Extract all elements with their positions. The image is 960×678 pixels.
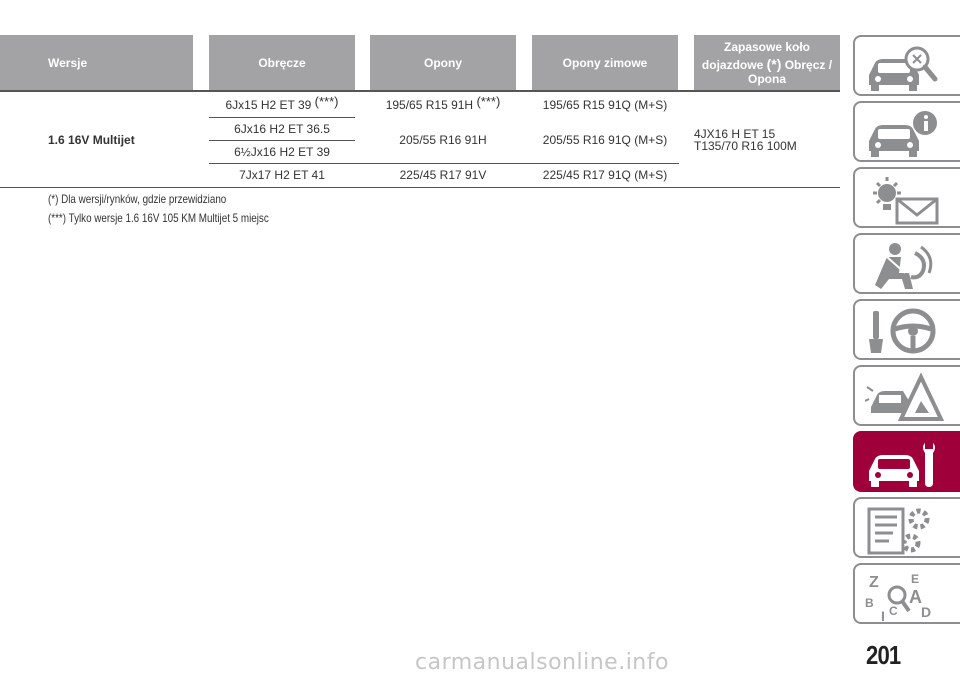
page-number: 201 bbox=[866, 640, 901, 670]
footnote-2: (***) Tylko wersje 1.6 16V 105 KM Multijet 5 miejsc bbox=[48, 211, 269, 225]
spare-line-1: 4JX16 H ET 15 bbox=[694, 126, 776, 141]
header-opony-zimowe: Opony zimowe bbox=[532, 35, 678, 90]
tab-breakdown[interactable] bbox=[853, 365, 960, 426]
alphabet-index-icon bbox=[865, 569, 945, 623]
specs-gear-icon bbox=[865, 503, 945, 557]
car-service-icon bbox=[865, 437, 945, 491]
rim-cell-3: 6½Jx16 H2 ET 39 bbox=[234, 144, 330, 159]
rim-1-note: (***) bbox=[314, 94, 339, 109]
svg-text:C: C bbox=[889, 604, 898, 618]
car-info-icon bbox=[865, 107, 945, 161]
svg-text:A: A bbox=[909, 587, 922, 607]
header-zapasowe bbox=[694, 35, 840, 90]
spare-line-2: T135/70 R16 100M bbox=[694, 138, 797, 153]
winter-cell-merged: 205/55 R16 91Q (M+S) bbox=[542, 133, 668, 147]
tyre-cell-1 bbox=[370, 92, 516, 117]
warning-lights-icon bbox=[865, 173, 945, 227]
rim-cell-4: 7Jx17 H2 ET 41 bbox=[239, 168, 325, 182]
winter-cell-1: 195/65 R15 91Q (M+S) bbox=[542, 97, 668, 112]
header-wersje: Wersje bbox=[0, 35, 193, 90]
svg-text:E: E bbox=[911, 572, 920, 586]
tab-steering-key[interactable] bbox=[853, 299, 960, 360]
tyre-cell-merged: 205/55 R16 91H bbox=[399, 133, 487, 147]
rim-cell-1 bbox=[209, 92, 355, 117]
winter-cell-4: 225/45 R17 91Q (M+S) bbox=[542, 168, 668, 182]
svg-text:Z: Z bbox=[869, 574, 879, 591]
header-zapas-line1: Zapasowe koło bbox=[723, 39, 811, 54]
tab-seat-airbag[interactable] bbox=[853, 233, 960, 294]
tab-alphabet-index[interactable] bbox=[853, 563, 960, 624]
tab-car-service[interactable] bbox=[853, 431, 960, 492]
version-cell: 1.6 16V Multijet bbox=[48, 132, 135, 147]
tyre-cell-4: 225/45 R17 91V bbox=[399, 168, 487, 182]
header-zapas-line2b: Obręcz / bbox=[784, 57, 833, 72]
tab-car-info[interactable] bbox=[853, 101, 960, 162]
table-bottom-rule bbox=[0, 187, 840, 188]
tab-specs[interactable] bbox=[853, 497, 960, 558]
header-zapas-line2a: dojazdowe bbox=[701, 57, 764, 72]
tyre-1-text: 195/65 R15 91H bbox=[385, 97, 474, 112]
rim-1-text: 6Jx15 H2 ET 39 bbox=[225, 97, 312, 112]
car-search-icon bbox=[865, 41, 945, 95]
seat-airbag-icon bbox=[865, 239, 945, 293]
table-header bbox=[0, 35, 840, 90]
tab-warning-lights[interactable] bbox=[853, 167, 960, 228]
svg-text:B: B bbox=[865, 596, 874, 610]
header-zapas-line3: Opona bbox=[748, 71, 786, 86]
spare-cell bbox=[694, 92, 840, 187]
footnote-1: (*) Dla wersji/rynków, gdzie przewidziano bbox=[48, 192, 227, 206]
header-opony: Opony bbox=[370, 35, 516, 90]
tyre-1-note: (***) bbox=[476, 94, 501, 109]
rim-cell-2: 6Jx16 H2 ET 36.5 bbox=[234, 121, 330, 136]
breakdown-triangle-icon bbox=[865, 371, 945, 425]
tab-car-search[interactable] bbox=[853, 35, 960, 96]
steering-key-icon bbox=[865, 305, 945, 359]
watermark-text: carmanualsonline.info bbox=[415, 650, 669, 675]
svg-text:D: D bbox=[921, 604, 932, 620]
svg-text:I: I bbox=[881, 608, 885, 623]
header-zapas-star: (*) bbox=[766, 55, 782, 72]
header-obrecze: Obręcze bbox=[209, 35, 355, 90]
